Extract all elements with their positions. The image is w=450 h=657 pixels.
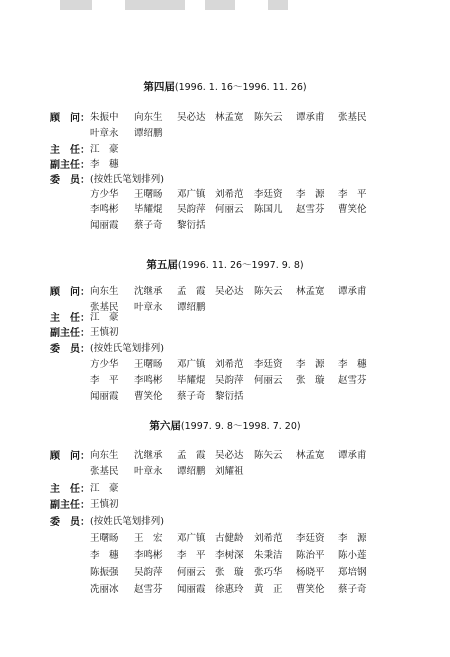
person-name: 邓广镇 — [177, 533, 206, 544]
session-dates: (1997. 9. 8～1998. 7. 20) — [180, 421, 301, 432]
deputy-director-name: 王慎初 — [90, 499, 119, 510]
deputy-director-name: 王慎初 — [90, 327, 119, 338]
person-name: 曹笑伦 — [134, 391, 163, 402]
person-name: 张 璇 — [215, 567, 244, 578]
person-name: 曹笑伦 — [296, 584, 325, 595]
person-name: 闻丽霞 — [90, 391, 119, 402]
person-name: 赵雪芬 — [296, 204, 325, 215]
person-name: 黎衍括 — [177, 220, 206, 231]
person-name: 郑培钢 — [338, 567, 367, 578]
person-name: 沈继承 — [134, 286, 163, 297]
person-name: 闻丽霞 — [177, 584, 206, 595]
person-name: 谭绍鹏 — [177, 466, 206, 477]
person-name: 邓广镇 — [177, 359, 206, 370]
advisors-label: 顾 问： — [50, 451, 90, 462]
person-name: 谭承甫 — [338, 286, 367, 297]
person-name: 李 平 — [177, 550, 206, 561]
person-name: 李廷资 — [254, 189, 283, 200]
person-name: 李鸣彬 — [90, 204, 119, 215]
person-name: 陈矢云 — [254, 286, 283, 297]
person-name: 王 宏 — [134, 533, 163, 544]
person-name: 李 源 — [338, 533, 367, 544]
person-name: 刘希范 — [215, 359, 244, 370]
person-name: 杨晓平 — [296, 567, 325, 578]
members-label: 委 员： — [50, 344, 90, 355]
director-name: 江 豪 — [90, 312, 119, 323]
person-name: 吴韵萍 — [134, 567, 163, 578]
session-name: 第五届 — [146, 259, 178, 271]
person-name: 何丽云 — [215, 204, 244, 215]
advisors-label: 顾 问： — [50, 287, 90, 298]
session-dates: (1996. 1. 16～1996. 11. 26) — [174, 82, 307, 93]
person-name: 吴韵萍 — [177, 204, 206, 215]
person-name: 叶章永 — [134, 466, 163, 477]
person-name: 蔡子奇 — [177, 391, 206, 402]
person-name: 孟 霞 — [177, 286, 206, 297]
person-name: 李鸣彬 — [134, 375, 163, 386]
session-title — [0, 257, 450, 272]
deputy-director-label: 副主任： — [50, 160, 90, 171]
director-label: 主 任： — [50, 484, 90, 495]
person-name: 冼丽冰 — [90, 584, 119, 595]
person-name: 张 璇 — [296, 375, 325, 386]
person-name: 孟 霞 — [177, 450, 206, 461]
person-name: 王曙旸 — [90, 533, 119, 544]
session-name: 第六届 — [149, 420, 181, 432]
person-name: 张基民 — [90, 466, 119, 477]
person-name: 刘希范 — [215, 189, 244, 200]
person-name: 谭承甫 — [296, 112, 325, 123]
person-name: 曹笑伦 — [338, 204, 367, 215]
director-label: 主 任： — [50, 313, 90, 324]
session-dates: (1996. 11. 26～1997. 9. 8) — [177, 260, 304, 271]
person-name: 毕耀焜 — [134, 204, 163, 215]
members-order-note: (按姓氏笔划排列) — [90, 343, 164, 354]
person-name: 何丽云 — [177, 567, 206, 578]
person-name: 邓广镇 — [177, 189, 206, 200]
deputy-director-name: 李 穗 — [90, 159, 119, 170]
scan-artifact — [268, 0, 288, 10]
person-name: 张基民 — [90, 302, 119, 313]
scan-artifact — [125, 0, 185, 10]
person-name: 向东生 — [90, 286, 119, 297]
person-name: 王曙旸 — [134, 189, 163, 200]
director-name: 江 豪 — [90, 483, 119, 494]
person-name: 王曙旸 — [134, 359, 163, 370]
person-name: 方少华 — [90, 359, 119, 370]
session-title — [0, 418, 450, 433]
person-name: 蔡子奇 — [338, 584, 367, 595]
person-name: 林孟宽 — [215, 112, 244, 123]
person-name: 林孟宽 — [296, 450, 325, 461]
person-name: 向东生 — [134, 112, 163, 123]
person-name: 刘希范 — [254, 533, 283, 544]
person-name: 李廷资 — [296, 533, 325, 544]
person-name: 吴必达 — [177, 112, 206, 123]
person-name: 何丽云 — [254, 375, 283, 386]
person-name: 朱振中 — [90, 112, 119, 123]
person-name: 蔡子奇 — [134, 220, 163, 231]
advisors-label: 顾 问： — [50, 113, 90, 124]
person-name: 方少华 — [90, 189, 119, 200]
session-name: 第四届 — [143, 81, 175, 93]
person-name: 李 源 — [296, 359, 325, 370]
person-name: 吴必达 — [215, 286, 244, 297]
person-name: 刘耀祖 — [215, 466, 244, 477]
person-name: 谭承甫 — [338, 450, 367, 461]
person-name: 李廷资 — [254, 359, 283, 370]
person-name: 叶章永 — [90, 128, 119, 139]
scan-artifact — [205, 0, 235, 10]
person-name: 李 穗 — [338, 359, 367, 370]
person-name: 赵雪芬 — [134, 584, 163, 595]
person-name: 李鸣彬 — [134, 550, 163, 561]
deputy-director-label: 副主任： — [50, 500, 90, 511]
person-name: 吴必达 — [215, 450, 244, 461]
person-name: 谭绍鹏 — [177, 302, 206, 313]
person-name: 古健龄 — [215, 533, 244, 544]
person-name: 陈矢云 — [254, 112, 283, 123]
members-order-note: (按姓氏笔划排列) — [90, 516, 164, 527]
person-name: 黄 正 — [254, 584, 283, 595]
members-label: 委 员： — [50, 517, 90, 528]
person-name: 李树深 — [215, 550, 244, 561]
person-name: 陈振强 — [90, 567, 119, 578]
person-name: 李 平 — [90, 375, 119, 386]
person-name: 李 平 — [338, 189, 367, 200]
person-name: 徐惠玲 — [215, 584, 244, 595]
person-name: 林孟宽 — [296, 286, 325, 297]
person-name: 陈小莲 — [338, 550, 367, 561]
person-name: 陈矢云 — [254, 450, 283, 461]
person-name: 闻丽霞 — [90, 220, 119, 231]
person-name: 陈国儿 — [254, 204, 283, 215]
person-name: 赵雪芬 — [338, 375, 367, 386]
person-name: 叶章永 — [134, 302, 163, 313]
members-order-note: (按姓氏笔划排列) — [90, 174, 164, 185]
person-name: 向东生 — [90, 450, 119, 461]
person-name: 谭绍鹏 — [134, 128, 163, 139]
person-name: 张巧华 — [254, 567, 283, 578]
scan-artifact — [60, 0, 92, 10]
person-name: 朱秉洁 — [254, 550, 283, 561]
person-name: 李 源 — [296, 189, 325, 200]
person-name: 吴韵萍 — [215, 375, 244, 386]
session-title — [0, 79, 450, 94]
members-label: 委 员： — [50, 175, 90, 186]
deputy-director-label: 副主任： — [50, 328, 90, 339]
director-label: 主 任： — [50, 145, 90, 156]
person-name: 陈治平 — [296, 550, 325, 561]
person-name: 毕耀焜 — [177, 375, 206, 386]
person-name: 李 穗 — [90, 550, 119, 561]
person-name: 沈继承 — [134, 450, 163, 461]
person-name: 张基民 — [338, 112, 367, 123]
director-name: 江 豪 — [90, 144, 119, 155]
person-name: 黎衍括 — [215, 391, 244, 402]
